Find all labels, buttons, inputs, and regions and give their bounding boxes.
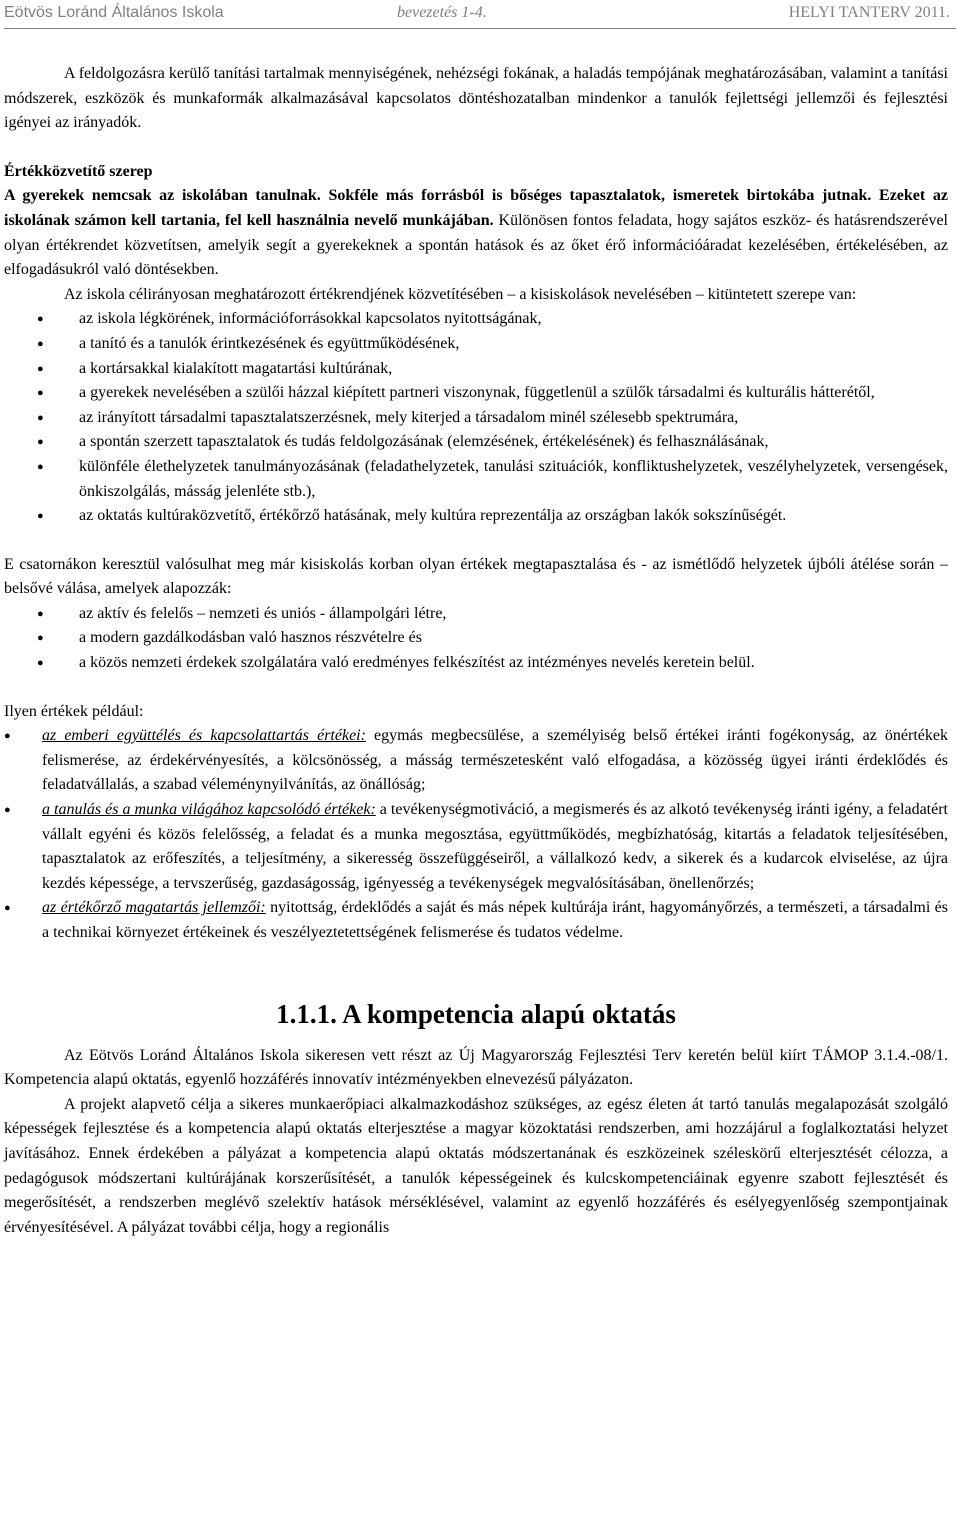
section-paragraph-2: A projekt alapvető célja a sikeres munkaerőpiaci alkalmazkodáshoz szükséges, az egész életen át tartó tanulás megalapozását szolgáló képességek fejlesztése és a kompetencia alapú oktatás elterjesztése a magyar közoktatási rendszerben, ami hozzájárul a foglalkoztatási helyzet javításához. Ennek érdekében a pályázat a kompetencia alapú oktatás módszertanának és eszközeinek széleskörű elterjesztését célozza, a pedagógusok módszertani kultúrájának korszerűsítését, a tanulók képességeinek és kulcskompetenciáinak egyenre szabott fejlesztését és megerősítését, a rendszerben meglévő szelektív hatások mérséklésével, valamint az egyenlő hozzáférés és esélyegyenlőség szempontjainak érvényesítésével. A pályázat további célja, hogy a regionális — [4, 1095, 948, 1236]
value-channels-list — [4, 307, 948, 528]
value-role-paragraph — [4, 184, 948, 282]
channels-list — [4, 602, 948, 676]
spacer — [4, 1030, 948, 1044]
example-label: a tanulás és a munka világához kapcsolódó értékek: — [42, 801, 376, 819]
examples-list — [4, 724, 948, 945]
list-item: ● a kortársakkal kialakított magatartási kultúrának, — [4, 357, 948, 382]
list-item: ● az aktív és felelős – nemzeti és uniós - állampolgári létre, — [4, 602, 948, 627]
section-title: 1.1.1. A kompetencia alapú oktatás — [276, 998, 676, 1029]
list-item: ● a gyerekek nevelésében a szülői házzal kiépített partneri viszonynak, függetlenül a szülők társadalmi és kulturális hátterétől, — [4, 381, 948, 406]
list-item — [4, 896, 948, 945]
spacer — [4, 676, 948, 700]
value-role-heading: Értékközvetítő szerep — [4, 162, 153, 180]
spacer — [4, 946, 948, 998]
list-item: ● az oktatás kultúraközvetítő, értékőrző hatásának, mely kultúra reprezentálja az országban lakók sokszínűségét. — [4, 504, 948, 529]
list-item: ● a modern gazdálkodásban való hasznos részvételre és — [4, 626, 948, 651]
header-curriculum: HELYI TANTERV 2011. — [788, 4, 950, 21]
header-divider — [4, 28, 956, 29]
example-text: a tevékenységmotiváció, a megismerés és az alkotó tevékenység iránti igény, a feladatért vállalt egyéni és közös felelősség, a feladat és a munka megosztása, együttműködés, megbízhatóság, kitartás a feladatok teljesítésében, tapasztalatok az erőfeszítés, a teljesítmény, a sikeresség összefüggéseiről, a vállalkozó kedv, a sikerek és a kudarcok elviselése, az újra kezdés képessége, a tervszerűség, gazdaságosság, igényesség a tevékenységek megvalósításában, önellenőrzés; — [42, 801, 949, 892]
list-item — [4, 724, 948, 798]
spacer — [4, 136, 948, 160]
list-item: ● a spontán szerzett tapasztalatok és tudás feldolgozásának (elemzésének, értékelésének) és felhasználásának, — [4, 430, 948, 455]
example-label: az értékőrző magatartás jellemzői: — [42, 899, 266, 917]
list-item: ● a tanító és a tanulók érintkezésének és együttműködésének, — [4, 332, 948, 357]
example-label: az emberi együttélés és kapcsolattartás értékei: — [42, 727, 366, 745]
list-item: ● az iskola légkörének, információforrásokkal kapcsolatos nyitottságának, — [4, 307, 948, 332]
list-item: ● a közös nemzeti érdekek szolgálatára való eredményes felkészítést az intézményes nevelés keretein belül. — [4, 651, 948, 676]
value-role-lead: Az iskola célirányosan meghatározott értékrendjének közvetítésében – a kisiskolások nevelésében – kitüntetett szerepe van: — [64, 285, 857, 303]
spacer — [4, 529, 948, 553]
examples-lead: Ilyen értékek például: — [4, 702, 144, 720]
value-role-text: Különösen fontos feladata, hogy sajátos eszköz- és hatásrendszerével olyan értékrendet közvetítsen, amelyik segít a gyerekeknek a spontán hatások és az őket érő információáradat kezelésében, értékelésében, az elfogadásukról való döntésekben. — [4, 211, 948, 279]
page-header — [0, 0, 960, 28]
value-role-bold-text: A gyerekek nemcsak az iskolában tanulnak. Sokféle más forrásból is bőséges tapasztalatok, ismeretek birtokába jutnak. Ezeket az iskolának számon kell tartania, fel kell használnia nevelő munkájában. — [4, 187, 948, 229]
header-section: bevezetés 1-4. — [397, 4, 487, 21]
header-school-name: Eötvös Loránd Általános Iskola — [4, 4, 224, 21]
channels-lead: E csatornákon keresztül valósulhat meg már kisiskolás korban olyan értékek megtapasztalása és - az ismétlődő helyzetek újbóli átélése során – belsővé válása, amelyek alapozzák: — [4, 555, 948, 598]
list-item: ● az irányított társadalmi tapasztalatszerzésnek, mely kiterjed a társadalom minél szélesebb spektrumára, — [4, 406, 948, 431]
document-body — [4, 62, 948, 1240]
list-item: ● különféle élethelyzetek tanulmányozásának (feladathelyzetek, tanulási szituációk, konfliktushelyzetek, veszélyhelyzetek, versengések, önkiszolgálás, másság jelenléte stb.), — [4, 455, 948, 504]
example-text: nyitottság, érdeklődés a saját és más népek kultúrája iránt, hagyományőrzés, a természeti, a társadalmi és a technikai környezet értékeinek és veszélyeztetettségének felismerése és tudatos védelme. — [42, 899, 948, 941]
intro-paragraph: A feldolgozásra kerülő tanítási tartalmak mennyiségének, nehézségi fokának, a haladás tempójának meghatározásában, valamint a tanítási módszerek, eszközök és munkaformák alkalmazásával kapcsolatos döntéshozatalban mindenkor a tanulók fejlettségi jellemzői és fejlesztési igényei az irányadók. — [4, 65, 948, 132]
section-paragraph-1: Az Eötvös Loránd Általános Iskola sikeresen vett részt az Új Magyarország Fejlesztési Terv keretén belül kiírt TÁMOP 3.1.4.-08/1. Kompetencia alapú oktatás, egyenlő hozzáférés innovatív intézményekben elnevezésű pályázaton. — [4, 1046, 948, 1089]
list-item — [4, 798, 948, 896]
example-text: egymás megbecsülése, a személyiség belső értékei iránti fogékonyság, az önértékek felismerése, az érdekérvényesítés, a kölcsönösség, a másság természetesként való elfogadása, a közösség ügyei iránti érdeklődés és feladatvállalás, a szabad véleménynyilvánítás, az önállóság; — [42, 727, 948, 794]
